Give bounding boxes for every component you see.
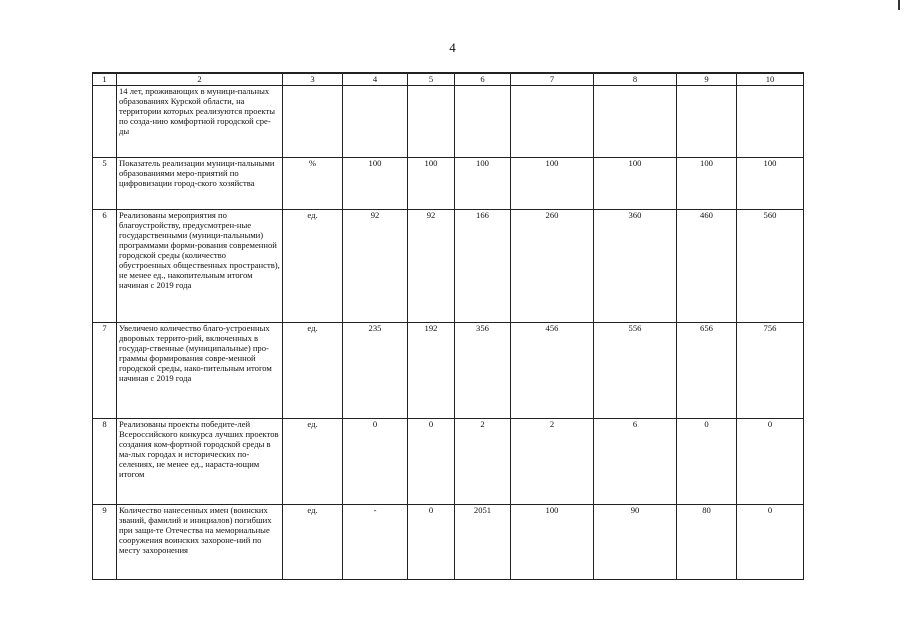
unit-cell: %	[283, 158, 343, 210]
indicators-table	[92, 72, 804, 580]
header-cell: 3	[283, 73, 343, 86]
indicator-name: 14 лет, проживающих в муници-пальных образованиях Курской области, на территории которых реализуются проекты по созда-нию комфортной городской сре-ды	[117, 86, 283, 158]
value-cell	[677, 86, 737, 158]
value-cell: 0	[408, 505, 455, 580]
value-cell: 166	[455, 210, 511, 323]
value-cell: 100	[408, 158, 455, 210]
value-cell: 100	[455, 158, 511, 210]
value-cell: 0	[737, 419, 804, 505]
value-cell: 0	[677, 419, 737, 505]
indicator-name: Реализованы проекты победите-лей Всероссийского конкурса лучших проектов создания ком-фортной городской среды в ма-лых городах и исторических по-селениях, не менее ед., нараста-ющим итогом	[117, 419, 283, 505]
indicator-name: Увеличено количество благо-устроенных дворовых террито-рий, включенных в государ-ственные (муниципальные) про-граммы формирования совре-менной городской среды, нако-пительным итогом начиная с 2019 года	[117, 323, 283, 419]
value-cell: 2051	[455, 505, 511, 580]
value-cell: 6	[594, 419, 677, 505]
value-cell: 560	[737, 210, 804, 323]
value-cell: 100	[343, 158, 408, 210]
row-number: 6	[93, 210, 117, 323]
value-cell: 100	[737, 158, 804, 210]
header-cell: 2	[117, 73, 283, 86]
header-cell: 10	[737, 73, 804, 86]
table-row	[93, 323, 804, 419]
value-cell: 90	[594, 505, 677, 580]
unit-cell	[283, 86, 343, 158]
value-cell: 2	[455, 419, 511, 505]
header-cell: 4	[343, 73, 408, 86]
table-row	[93, 210, 804, 323]
value-cell: 556	[594, 323, 677, 419]
value-cell	[408, 86, 455, 158]
value-cell	[737, 86, 804, 158]
row-number: 8	[93, 419, 117, 505]
value-cell: 92	[408, 210, 455, 323]
header-cell: 9	[677, 73, 737, 86]
value-cell: 360	[594, 210, 677, 323]
unit-cell: ед.	[283, 210, 343, 323]
unit-cell: ед.	[283, 323, 343, 419]
value-cell: 456	[511, 323, 594, 419]
indicator-name: Количество нанесенных имен (воинских званий, фамилий и инициалов) погибших при защи-те Отечества на мемориальные сооружения воинских захороне-ний по месту захоронения	[117, 505, 283, 580]
value-cell: 100	[594, 158, 677, 210]
unit-cell: ед.	[283, 505, 343, 580]
value-cell: 0	[408, 419, 455, 505]
header-cell: 7	[511, 73, 594, 86]
value-cell: 235	[343, 323, 408, 419]
value-cell: 92	[343, 210, 408, 323]
value-cell: 756	[737, 323, 804, 419]
table-row	[93, 505, 804, 580]
table-row	[93, 86, 804, 158]
value-cell: 100	[511, 158, 594, 210]
table-header-row	[93, 73, 804, 86]
value-cell: 0	[737, 505, 804, 580]
value-cell	[455, 86, 511, 158]
header-cell: 6	[455, 73, 511, 86]
value-cell: 656	[677, 323, 737, 419]
header-cell: 1	[93, 73, 117, 86]
value-cell: 192	[408, 323, 455, 419]
value-cell	[343, 86, 408, 158]
indicator-name: Реализованы мероприятия по благоустройству, предусмотрен-ные государственными (муници-пальными) программами форми-рования современной городской среды (количество обустроенных общественных пространств), не менее ед., накопительным итогом начиная с 2019 года	[117, 210, 283, 323]
value-cell: 100	[677, 158, 737, 210]
page-number: 4	[449, 40, 456, 55]
row-number: 9	[93, 505, 117, 580]
table-row	[93, 158, 804, 210]
header-cell: 8	[594, 73, 677, 86]
row-number: 5	[93, 158, 117, 210]
value-cell: 0	[343, 419, 408, 505]
scan-edge-mark	[898, 0, 900, 10]
value-cell: 260	[511, 210, 594, 323]
row-number	[93, 86, 117, 158]
value-cell	[511, 86, 594, 158]
value-cell	[594, 86, 677, 158]
value-cell: 80	[677, 505, 737, 580]
table-row	[93, 419, 804, 505]
unit-cell: ед.	[283, 419, 343, 505]
value-cell: 460	[677, 210, 737, 323]
value-cell: 2	[511, 419, 594, 505]
row-number: 7	[93, 323, 117, 419]
value-cell: 100	[511, 505, 594, 580]
value-cell: -	[343, 505, 408, 580]
value-cell: 356	[455, 323, 511, 419]
header-cell: 5	[408, 73, 455, 86]
indicator-name: Показатель реализации муници-пальными образованиями меро-приятий по цифровизации город-ского хозяйства	[117, 158, 283, 210]
